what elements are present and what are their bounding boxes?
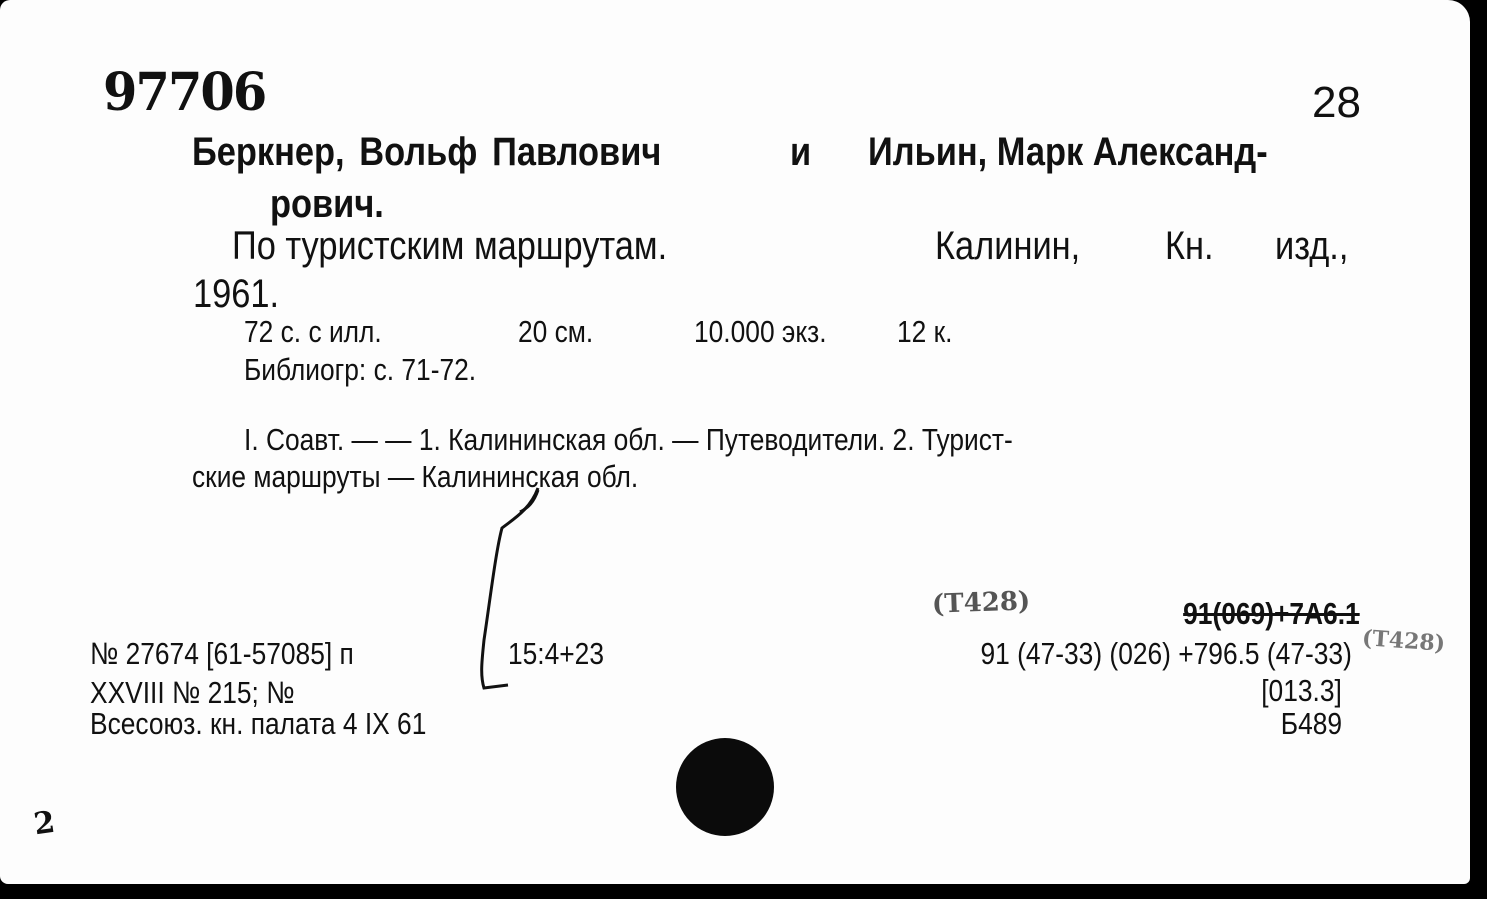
- publisher-abbrev: Кн.: [1165, 224, 1214, 268]
- title-text: По туристским маршрутам.: [232, 224, 668, 268]
- author-line-1: Беркнер, Вольф Павлович: [192, 130, 662, 174]
- publisher-abbrev-2: изд.,: [1275, 224, 1349, 268]
- publication-year: 1961.: [193, 272, 280, 316]
- handwritten-stamp: (Т428): [931, 586, 1031, 620]
- card-number: 28: [1312, 78, 1361, 127]
- punch-hole: [676, 738, 774, 836]
- author-mark: Б489: [1280, 706, 1342, 741]
- classification-code: 91 (47-33) (026) +796.5 (47-33): [980, 636, 1352, 671]
- collation-copies: 10.000 экз.: [694, 314, 827, 349]
- bibliography-note: Библиогр: с. 71-72.: [244, 352, 477, 387]
- collation-price: 12 к.: [897, 314, 953, 349]
- registry-price: 15:4+23: [508, 636, 604, 671]
- collation-pages: 72 с. с илл.: [244, 314, 382, 349]
- classification-struck: 91(069)+7А6.1: [1183, 596, 1360, 631]
- author-line-1b: Ильин, Марк Александ-: [868, 130, 1268, 174]
- registry-number: № 27674 [61-57085] п: [90, 636, 354, 671]
- handwritten-stamp-2: (Т428): [1361, 625, 1446, 657]
- classification-bracket: [013.3]: [1261, 673, 1342, 708]
- subject-headings-line-2: ские маршруты — Калининская обл.: [192, 459, 639, 494]
- book-chamber-line: Всесоюз. кн. палата 4 IX 61: [90, 706, 427, 741]
- publisher-city: Калинин,: [935, 224, 1081, 268]
- accession-number: 97706: [103, 62, 266, 123]
- subject-headings-line-1: I. Соавт. — — 1. Калининская обл. — Путеводители. 2. Турист-: [244, 422, 1013, 457]
- author-conjunction: и: [790, 130, 812, 174]
- collation-size: 20 см.: [518, 314, 594, 349]
- author-line-2: рович.: [270, 182, 384, 226]
- corner-handwritten-mark: 2: [31, 804, 58, 843]
- registry-line-2: XXVIII № 215; №: [90, 675, 295, 710]
